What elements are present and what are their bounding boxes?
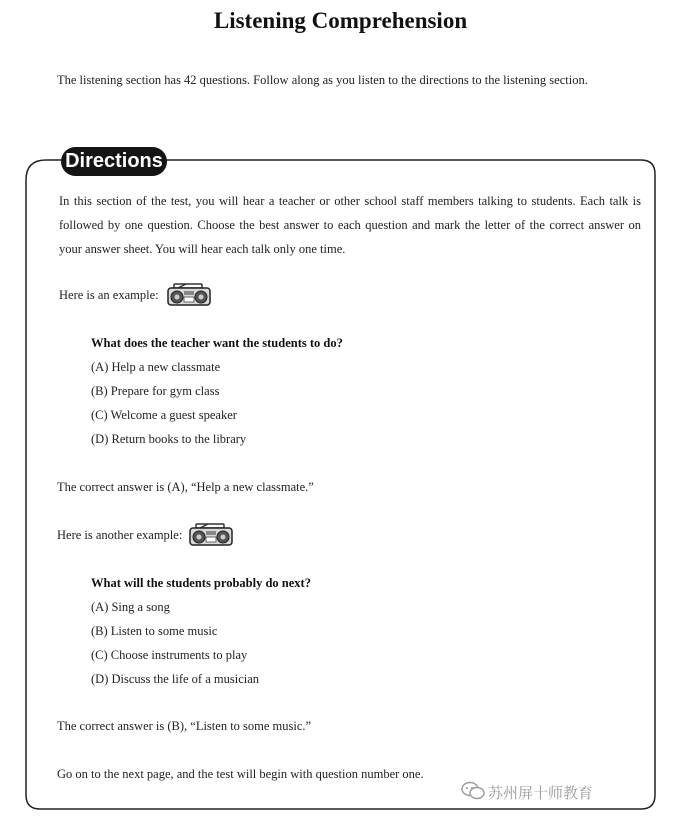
example1-answer: The correct answer is (A), “Help a new classmate.”: [57, 480, 314, 494]
example2-option-d: (D) Discuss the life of a musician: [91, 672, 260, 686]
example1-option-d: (D) Return books to the library: [91, 432, 247, 446]
example2-option-b: (B) Listen to some music: [91, 624, 218, 638]
example1-option-c: (C) Welcome a guest speaker: [91, 408, 237, 422]
example1-option-a: (A) Help a new classmate: [91, 360, 221, 374]
directions-label: Directions: [61, 147, 167, 176]
closing-text: Go on to the next page, and the test will begin with question number one.: [57, 767, 424, 781]
example2-option-c: (C) Choose instruments to play: [91, 648, 248, 662]
boombox-icon: [166, 283, 212, 307]
example2-option-a: (A) Sing a song: [91, 600, 170, 614]
example1-option-b: (B) Prepare for gym class: [91, 384, 220, 398]
example2-intro: Here is another example:: [57, 528, 183, 542]
example1-question: What does the teacher want the students to do?: [91, 336, 343, 350]
page-title: Listening Comprehension: [213, 8, 468, 33]
intro-text: The listening section has 42 questions. Follow along as you listen to the directions to the listening section.: [57, 73, 588, 87]
wechat-icon: [461, 781, 485, 801]
example2-question: What will the students probably do next?: [91, 576, 311, 590]
example1-intro: Here is an example:: [59, 288, 159, 302]
example2-answer: The correct answer is (B), “Listen to some music.”: [57, 719, 312, 733]
directions-paragraph: In this section of the test, you will hear a teacher or other school staff members talking to students. Each talk is followed by one question. Choose the best answer to each question and mark the letter of the correct answer on your answer sheet. You will hear each talk only one time.: [59, 194, 641, 256]
watermark-text: 苏州屏十师教育: [488, 784, 594, 802]
boombox-icon: [188, 523, 234, 547]
